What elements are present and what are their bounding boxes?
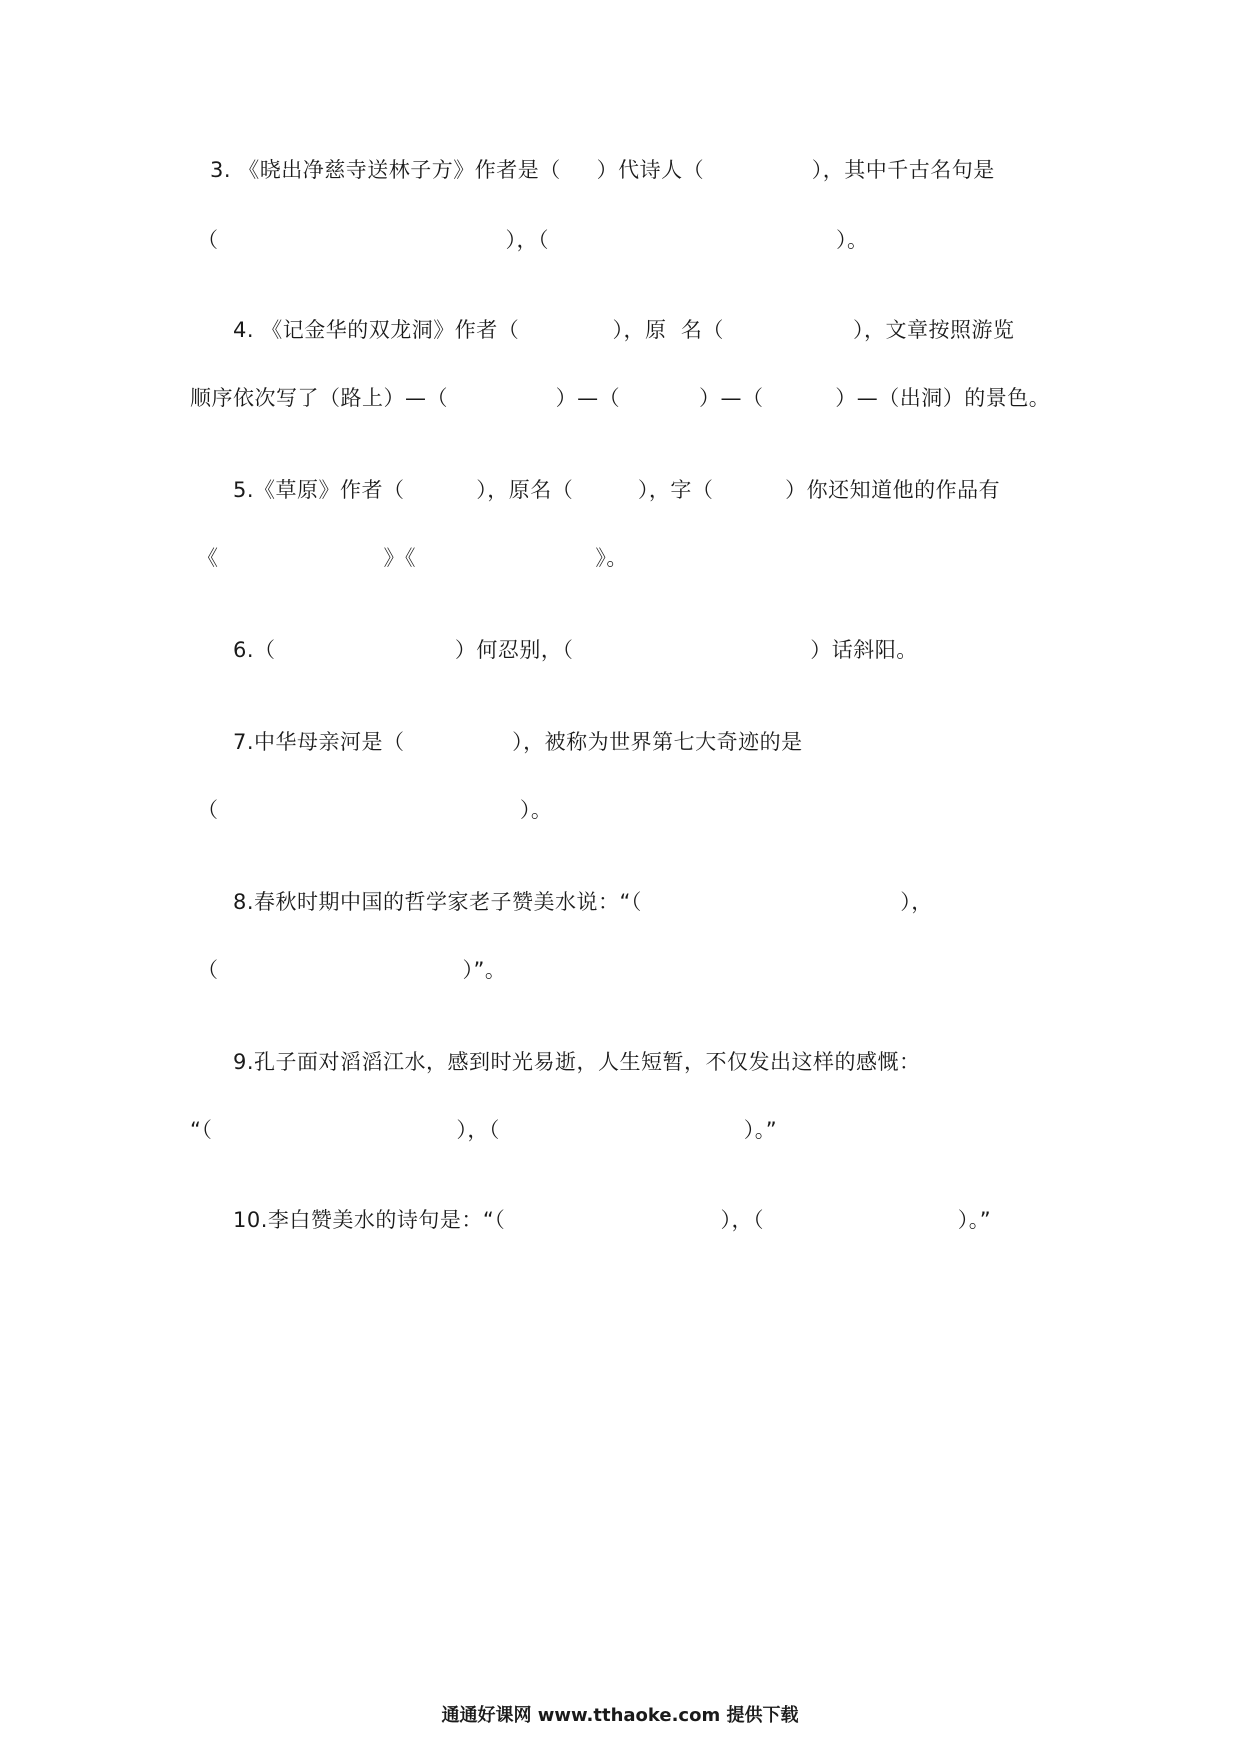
footer-download-note: 通通好课网 www.tthaoke.com 提供下载 (441, 1705, 799, 1726)
question-5-line-1: 5.《草原》作者（ ），原名（ ），字（ ）你还知道他的作品有 (233, 478, 1001, 502)
question-3-line-1: 3. 《晓出净慈寺送林子方》作者是（ ）代诗人（ ），其中千古名句是 (210, 158, 995, 182)
question-3-line-2: （ ），（ ）。 (197, 228, 869, 252)
question-5-line-2: 《 》《 》。 (197, 546, 628, 570)
question-4-line-2: 顺序依次写了（路上）—（ ）—（ ）—（ ）—（出洞）的景色。 (190, 386, 1051, 410)
question-7-line-1: 7.中华母亲河是（ ），被称为世界第七大奇迹的是 (233, 730, 803, 754)
question-4-line-1: 4. 《记金华的双龙洞》作者（ ），原 名（ ），文章按照游览 (233, 318, 1015, 342)
question-9-line-1: 9.孔子面对滔滔江水，感到时光易逝，人生短暂，不仅发出这样的感慨： (233, 1050, 921, 1074)
question-8-line-1: 8.春秋时期中国的哲学家老子赞美水说：“（ ）， (233, 890, 933, 914)
question-10-line-1: 10.李白赞美水的诗句是：“（ ），（ ）。” (233, 1208, 992, 1232)
question-9-line-2: “（ ），（ ）。” (190, 1118, 778, 1142)
question-8-line-2: （ ）”。 (197, 958, 507, 982)
question-6-line-1: 6.（ ）何忍别，（ ）话斜阳。 (233, 638, 918, 662)
question-7-line-2: （ ）。 (197, 798, 553, 822)
